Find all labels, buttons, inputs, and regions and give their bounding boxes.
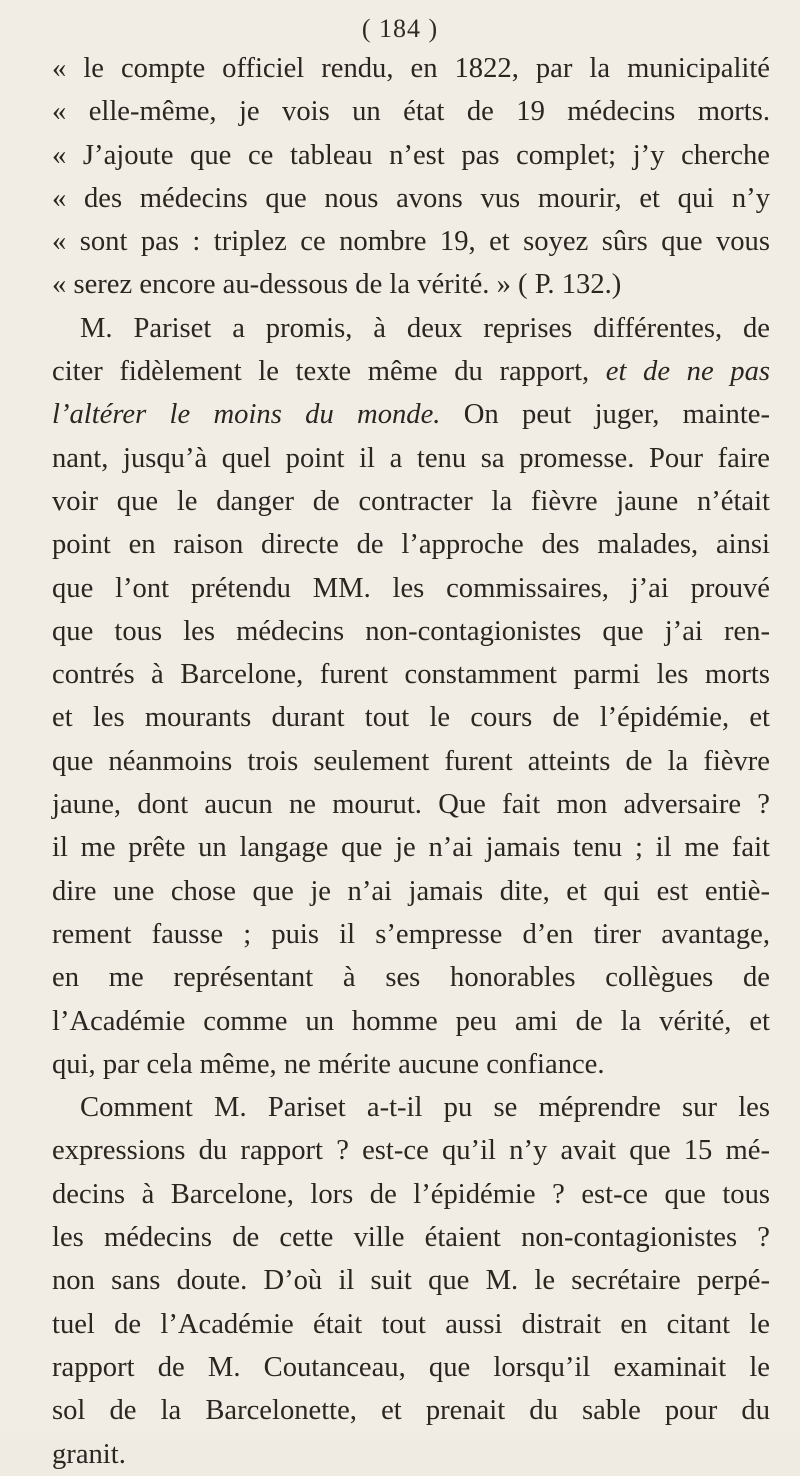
line-text: « elle-même, je vois un état de 19 médecins morts.: [52, 96, 770, 128]
text-line: [52, 1000, 770, 1043]
text-line: [52, 1216, 770, 1259]
body-text: [52, 47, 770, 1476]
line-text: il me prête un langage que je n’ai jamais tenu ; il me fait: [52, 832, 770, 864]
text-line: [52, 307, 770, 350]
italic-text: et de ne pas: [605, 356, 770, 388]
line-text: l’Académie comme un homme peu ami de la vérité, et: [52, 1005, 770, 1037]
line-text: et les mourants durant tout le cours de l’épidémie, et: [52, 702, 770, 734]
line-text: expressions du rapport ? est-ce qu’il n’y avait que 15 mé-: [52, 1135, 770, 1167]
line-text: en me représentant à ses honorables collègues de: [52, 962, 770, 994]
text-line: [52, 1346, 770, 1389]
text-line: [52, 1259, 770, 1302]
text-line: [52, 1389, 770, 1432]
text-line: [52, 567, 770, 610]
line-text: rement fausse ; puis il s’empresse d’en tirer avantage,: [52, 918, 770, 950]
line-text: contrés à Barcelone, furent constamment parmi les morts: [52, 659, 770, 691]
text-line: [52, 1043, 770, 1086]
text-line: [52, 1129, 770, 1172]
text-line: [52, 783, 770, 826]
text-line: [52, 47, 770, 90]
line-text: que néanmoins trois seulement furent atteints de la fièvre: [52, 745, 770, 777]
line-text: dire une chose que je n’ai jamais dite, et qui est entiè-: [52, 875, 770, 907]
text-line: [52, 177, 770, 220]
line-text: granit.: [52, 1438, 126, 1470]
line-text: « J’ajoute que ce tableau n’est pas complet; j’y cherche: [52, 139, 770, 171]
line-text: point en raison directe de l’approche des malades, ainsi: [52, 529, 770, 561]
line-text: nant, jusqu’à quel point il a tenu sa promesse. Pour faire: [52, 442, 770, 474]
line-text: les médecins de cette ville étaient non-contagionistes ?: [52, 1222, 770, 1254]
text-line: [52, 523, 770, 566]
line-text: « sont pas : triplez ce nombre 19, et soyez sûrs que vous: [52, 226, 770, 258]
line-text: Comment M. Pariset a-t-il pu se méprendre sur les: [80, 1092, 770, 1124]
text-line: [52, 740, 770, 783]
text-line: [52, 826, 770, 869]
italic-text: l’altérer le moins du monde.: [52, 399, 441, 431]
line-text: tuel de l’Académie était tout aussi distrait en citant le: [52, 1308, 770, 1340]
line-text: M. Pariset a promis, à deux reprises différentes, de: [80, 312, 770, 344]
line-text: « des médecins que nous avons vus mourir, et qui n’y: [52, 182, 770, 214]
text-line: [52, 437, 770, 480]
text-line: [52, 913, 770, 956]
page-number: ( 184 ): [361, 14, 439, 43]
text-line: [52, 1433, 770, 1476]
text-line: [52, 480, 770, 523]
line-text: sol de la Barcelonette, et prenait du sable pour du: [52, 1395, 770, 1427]
text-line: [52, 956, 770, 999]
line-text: citer fidèlement le texte même du rapport,: [52, 356, 606, 388]
line-text: rapport de M. Coutanceau, que lorsqu’il examinait le: [52, 1351, 770, 1383]
line-text: non sans doute. D’où il suit que M. le secrétaire perpé-: [52, 1265, 770, 1297]
line-text: « le compte officiel rendu, en 1822, par la municipalité: [52, 53, 770, 84]
text-line: [52, 653, 770, 696]
text-line: [52, 350, 770, 393]
text-line: [52, 870, 770, 913]
text-line: [52, 90, 770, 133]
line-text: « serez encore au-dessous de la vérité. » ( P. 132.): [52, 269, 622, 301]
text-line: [52, 393, 770, 436]
text-line: [52, 1086, 770, 1129]
text-line: [52, 134, 770, 177]
text-line: [52, 1173, 770, 1216]
line-text: On peut juger, mainte-: [440, 399, 771, 431]
text-line: [52, 610, 770, 653]
text-line: [52, 263, 770, 306]
line-text: que l’ont prétendu MM. les commissaires, j’ai prouvé: [52, 572, 770, 604]
line-text: voir que le danger de contracter la fièvre jaune n’était: [52, 485, 770, 517]
line-text: jaune, dont aucun ne mourut. Que fait mon adversaire ?: [52, 789, 770, 821]
line-text: decins à Barcelone, lors de l’épidémie ? est-ce que tous: [52, 1178, 770, 1210]
text-line: [52, 1303, 770, 1346]
line-text: qui, par cela même, ne mérite aucune confiance.: [52, 1048, 605, 1080]
text-line: [52, 696, 770, 739]
line-text: que tous les médecins non-contagionistes que j’ai ren-: [52, 615, 770, 647]
text-line: [52, 220, 770, 263]
